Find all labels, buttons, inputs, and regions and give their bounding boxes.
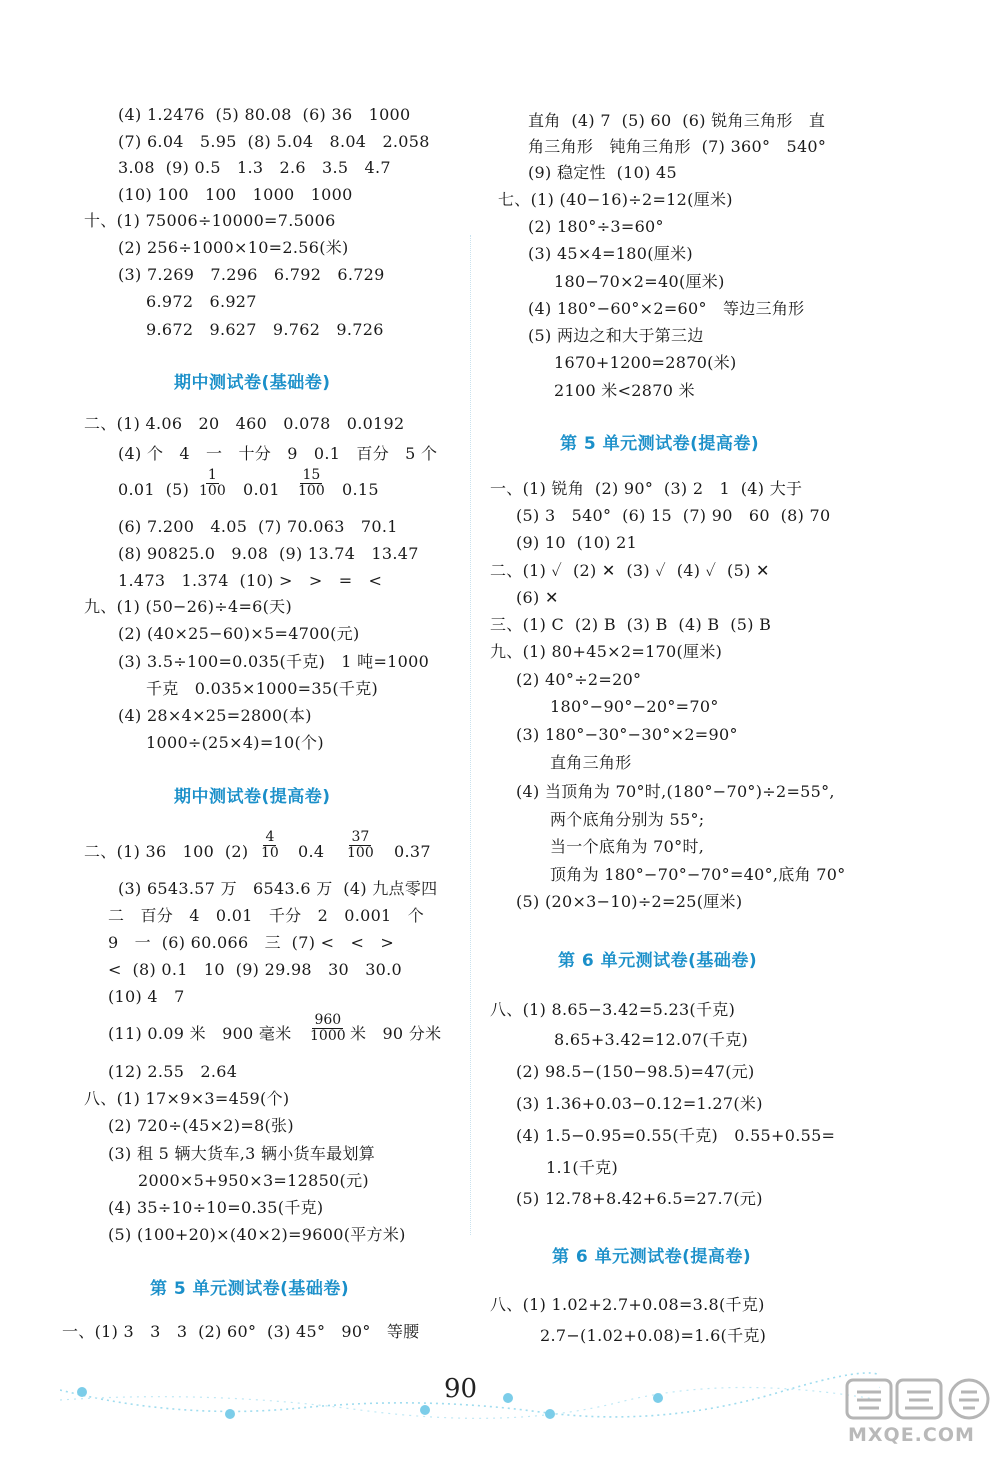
answer-line: 0.01 (5) bbox=[118, 480, 190, 499]
answer-line: 9 一 (6) 60.066 三 (7) < < > bbox=[108, 933, 395, 952]
page-number: 90 bbox=[444, 1374, 478, 1404]
answer-line: (4) 180°−60°×2=60° 等边三角形 bbox=[528, 299, 805, 318]
watermark-logo bbox=[845, 1376, 995, 1422]
section-heading: 期中测试卷(提高卷) bbox=[174, 787, 331, 807]
section-heading: 第 5 单元测试卷(基础卷) bbox=[150, 1279, 350, 1299]
answer-line: 6.972 6.927 bbox=[146, 292, 257, 311]
watermark-text: MXQE.COM bbox=[848, 1424, 975, 1446]
answer-line: 八、(1) 8.65−3.42=5.23(千克) bbox=[490, 1000, 736, 1019]
answer-line: (3) 45×4=180(厘米) bbox=[528, 244, 693, 263]
answer-line: (4) 当顶角为 70°时,(180°−70°)÷2=55°, bbox=[516, 782, 835, 801]
answer-line: (5) 12.78+8.42+6.5=27.7(元) bbox=[516, 1189, 763, 1208]
answer-line: (12) 2.55 2.64 bbox=[108, 1062, 238, 1081]
answer-line: (3) 7.269 7.296 6.792 6.729 bbox=[118, 265, 385, 284]
answer-line: (2) (40×25−60)×5=4700(元) bbox=[118, 624, 360, 643]
answer-line: 十、(1) 75006÷10000=7.5006 bbox=[84, 211, 336, 230]
answer-line: (3) 1.36+0.03−0.12=1.27(米) bbox=[516, 1094, 763, 1113]
answer-line: (11) 0.09 米 900 毫米 bbox=[108, 1024, 292, 1043]
answer-line: (5) (100+20)×(40×2)=9600(平方米) bbox=[108, 1225, 406, 1244]
answer-line: 八、(1) 17×9×3=459(个) bbox=[84, 1089, 290, 1108]
answer-line: 一、(1) 3 3 3 (2) 60° (3) 45° 90° 等腰 bbox=[62, 1322, 420, 1341]
section-heading: 第 6 单元测试卷(提高卷) bbox=[552, 1247, 752, 1267]
answer-line: (2) 720÷(45×2)=8(张) bbox=[108, 1116, 294, 1135]
answer-line: 直角 (4) 7 (5) 60 (6) 锐角三角形 直 bbox=[528, 111, 826, 130]
answer-line: (6) ✕ bbox=[516, 588, 559, 607]
answer-line: (9) 稳定性 (10) 45 bbox=[528, 163, 678, 182]
answer-line: 180°−90°−20°=70° bbox=[550, 697, 719, 716]
fraction-denominator: 10 bbox=[261, 845, 279, 861]
answer-line: 0.37 bbox=[394, 842, 431, 861]
section-heading: 第 5 单元测试卷(提高卷) bbox=[560, 434, 760, 454]
answer-line: 0.01 bbox=[243, 480, 280, 499]
answer-line: (2) 98.5−(150−98.5)=47(元) bbox=[516, 1062, 755, 1081]
answer-line: 两个底角分别为 55°; bbox=[550, 810, 705, 829]
answer-line: (3) 6543.57 万 6543.6 万 (4) 九点零四 bbox=[118, 879, 438, 898]
column-divider bbox=[470, 235, 471, 1235]
answer-line: 角三角形 钝角三角形 (7) 360° 540° bbox=[528, 137, 827, 156]
answer-line: (4) 1.5−0.95=0.55(千克) 0.55+0.55= bbox=[516, 1126, 836, 1145]
answer-line: (6) 7.200 4.05 (7) 70.063 70.1 bbox=[118, 517, 398, 536]
fraction bbox=[197, 468, 228, 499]
answer-line: 1000÷(25×4)=10(个) bbox=[146, 733, 324, 752]
fraction-numerator: 4 bbox=[265, 829, 275, 845]
answer-line: 2000×5+950×3=12850(元) bbox=[138, 1171, 369, 1190]
answer-line: (4) 28×4×25=2800(本) bbox=[118, 706, 312, 725]
section-heading: 期中测试卷(基础卷) bbox=[174, 373, 331, 393]
answer-line: (5) 两边之和大于第三边 bbox=[528, 326, 704, 345]
answer-line: 一、(1) 锐角 (2) 90° (3) 2 1 (4) 大于 bbox=[490, 479, 803, 498]
answer-line: 二、(1) 36 100 (2) bbox=[84, 842, 249, 861]
answer-line: 1670+1200=2870(米) bbox=[554, 353, 737, 372]
answer-line: (4) 个 4 一 十分 9 0.1 百分 5 个 bbox=[118, 444, 438, 463]
answer-line: (2) 180°÷3=60° bbox=[528, 217, 664, 236]
fraction bbox=[308, 1013, 348, 1044]
answer-line: (5) (20×3−10)÷2=25(厘米) bbox=[516, 892, 743, 911]
answer-line: (7) 6.04 5.95 (8) 5.04 8.04 2.058 bbox=[118, 132, 430, 151]
fraction-numerator: 37 bbox=[351, 829, 370, 845]
answer-line: 8.65+3.42=12.07(千克) bbox=[554, 1030, 749, 1049]
answer-line: (8) 90825.0 9.08 (9) 13.74 13.47 bbox=[118, 544, 419, 563]
answer-line: < (8) 0.1 10 (9) 29.98 30 30.0 bbox=[108, 960, 403, 979]
fraction-denominator: 1000 bbox=[310, 1028, 346, 1044]
answer-line: 米 90 分米 bbox=[350, 1024, 442, 1043]
answer-line: (4) 1.2476 (5) 80.08 (6) 36 1000 bbox=[118, 105, 411, 124]
answer-line: (10) 4 7 bbox=[108, 987, 185, 1006]
answer-line: (3) 180°−30°−30°×2=90° bbox=[516, 725, 738, 744]
answer-line: 0.4 bbox=[298, 842, 325, 861]
answer-line: (2) 40°÷2=20° bbox=[516, 670, 642, 689]
fraction-denominator: 100 bbox=[298, 483, 325, 499]
answer-line: (9) 10 (10) 21 bbox=[516, 533, 638, 552]
fraction bbox=[345, 830, 376, 861]
answer-line: 二 百分 4 0.01 千分 2 0.001 个 bbox=[108, 906, 424, 925]
answer-line: 2.7−(1.02+0.08)=1.6(千克) bbox=[540, 1326, 767, 1345]
fraction-numerator: 960 bbox=[314, 1012, 342, 1028]
answer-line: (4) 35÷10÷10=0.35(千克) bbox=[108, 1198, 324, 1217]
answer-line: 9.672 9.627 9.762 9.726 bbox=[146, 320, 384, 339]
fraction-denominator: 100 bbox=[199, 483, 226, 499]
answer-line: (3) 3.5÷100=0.035(千克) 1 吨=1000 bbox=[118, 652, 430, 671]
fraction-numerator: 1 bbox=[207, 467, 217, 483]
answer-line: 2100 米<2870 米 bbox=[554, 381, 695, 400]
answer-line: 九、(1) (50−26)÷4=6(天) bbox=[84, 597, 293, 616]
answer-line: 0.15 bbox=[342, 480, 379, 499]
answer-line: (3) 租 5 辆大货车,3 辆小货车最划算 bbox=[108, 1144, 376, 1163]
answer-line: (5) 3 540° (6) 15 (7) 90 60 (8) 70 bbox=[516, 506, 831, 525]
answer-line: 九、(1) 80+45×2=170(厘米) bbox=[490, 642, 723, 661]
answer-line: 180−70×2=40(厘米) bbox=[554, 272, 725, 291]
answer-line: 顶角为 180°−70°−70°=40°,底角 70° bbox=[550, 865, 846, 884]
fraction-denominator: 100 bbox=[347, 845, 374, 861]
section-heading: 第 6 单元测试卷(基础卷) bbox=[558, 951, 758, 971]
answer-line: (2) 256÷1000×10=2.56(米) bbox=[118, 238, 349, 257]
answer-line: 二、(1) 4.06 20 460 0.078 0.0192 bbox=[84, 414, 405, 433]
fraction-numerator: 15 bbox=[302, 467, 321, 483]
answer-line: 1.1(千克) bbox=[546, 1158, 619, 1177]
answer-line: 1.473 1.374 (10) > > = < bbox=[118, 571, 383, 590]
fraction bbox=[296, 468, 327, 499]
answer-line: 当一个底角为 70°时, bbox=[550, 837, 705, 856]
answer-line: 八、(1) 1.02+2.7+0.08=3.8(千克) bbox=[490, 1295, 765, 1314]
fraction bbox=[259, 830, 281, 861]
answer-line: 3.08 (9) 0.5 1.3 2.6 3.5 4.7 bbox=[118, 158, 391, 177]
answer-line: 七、(1) (40−16)÷2=12(厘米) bbox=[498, 190, 733, 209]
answer-line: 直角三角形 bbox=[550, 753, 632, 772]
answer-line: 千克 0.035×1000=35(千克) bbox=[146, 679, 379, 698]
answer-line: (10) 100 100 1000 1000 bbox=[118, 185, 353, 204]
answer-line: 二、(1) ✓ (2) ✕ (3) ✓ (4) ✓ (5) ✕ bbox=[490, 561, 770, 580]
answer-line: 三、(1) C (2) B (3) B (4) B (5) B bbox=[490, 615, 772, 634]
